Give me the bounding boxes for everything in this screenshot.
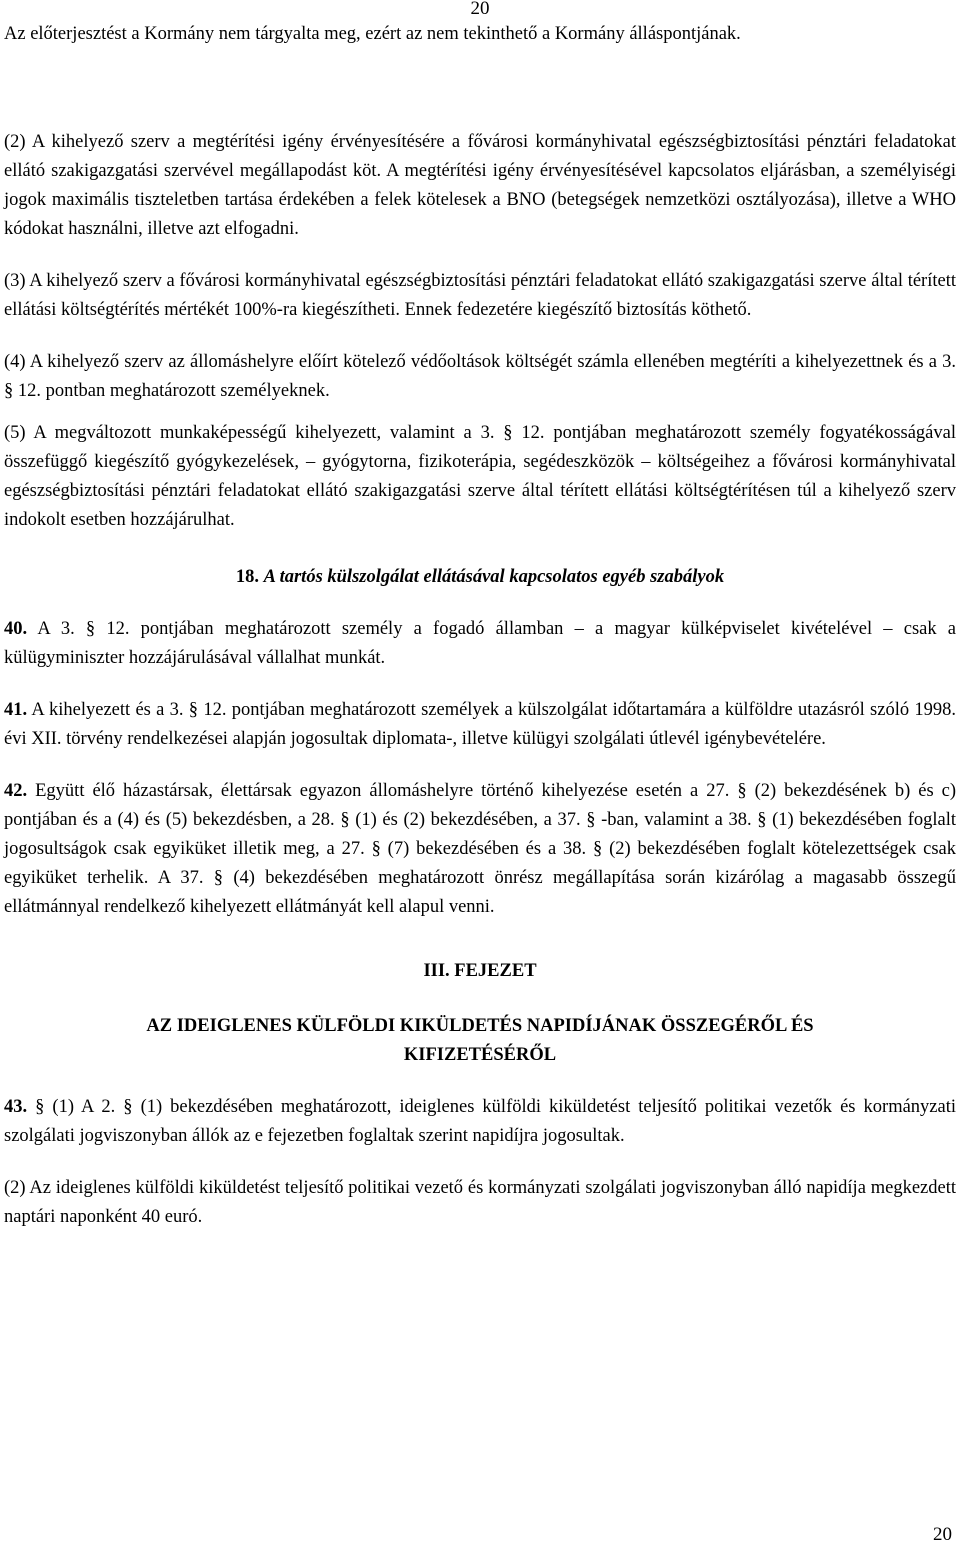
paragraph-2: (2) A kihelyező szerv a megtérítési igény érvényesítésére a fővárosi kormányhivatal egészségbiztosítási pénztári feladatokat ellátó szakigazgatási szervével megállapodást köt. A megtérítési igény érvényesítésével kapcsolatos eljárásban, a személyiségi jogok maximális tiszteletben tartása érdekében a felek kötelesek a BNO (betegségek nemzetközi osztályozása), illetve a WHO kódokat használni, illetve azt elfogadni.: [4, 132, 956, 239]
section-43-text: § (1) A 2. § (1) bekezdésében meghatározott, ideiglenes külföldi kiküldetést teljesítő politikai vezetők és kormányzati szolgálati jogviszonyban állók az e fejezetben foglaltak szerint napidíjra jogosultak.: [4, 1097, 956, 1146]
section-41: [4, 696, 956, 754]
paragraph-5: (5) A megváltozott munkaképességű kihelyezett, valamint a 3. § 12. pontjában meghatározott személy fogyatékosságával összefüggő kiegészítő gyógykezelések, – gyógytorna, fizikoterápia, segédeszközök – költségeihez a fővárosi kormányhivatal egészségbiztosítási pénztári feladatokat ellátó szakigazgatási szerve által térített ellátási költségtérítésen túl a kihelyező szerv indokolt esetben hozzájárulhat.: [4, 423, 956, 530]
section-43-paragraph-1: [4, 1093, 956, 1151]
section-42-text: Együtt élő házastársak, élettársak egyazon állomáshelyre történő kihelyezése esetén a 27. § (2) bekezdésének b) és c) pontjában és a (4) és (5) bekezdésben, a 28. § (1) és (2) bekezdésében, a 37. § -ban, valamint a 38. § (1) bekezdésében foglalt jogosultságok csak egyiküket illetik meg, a 27. § (7) bekezdésében és a 38. § (2) bekezdésében foglalt kötelezettségek csak egyiküket terhelik. A 37. § (4) bekezdésében meghatározott önrész megállapítása során kizárólag a magasabb összegű ellátmánnyal rendelkező kihelyezett ellátmányát kell alapul venni.: [4, 781, 957, 917]
chapter-3-title-line2: KIFIZETÉSÉRŐL: [403, 1045, 557, 1065]
chapter-3-label: III. FEJEZET: [423, 961, 537, 981]
section-18-number: 18.: [235, 567, 260, 587]
section-18-title: A tartós külszolgálat ellátásával kapcsolatos egyéb szabályok: [263, 567, 725, 587]
footer-page-number: 20: [933, 1524, 952, 1545]
section-42-number: 42.: [4, 781, 28, 801]
header-page-number: 20: [470, 0, 490, 19]
section-18-heading: [4, 563, 956, 592]
section-41-number: 41.: [4, 700, 28, 720]
section-40-text: A 3. § 12. pontjában meghatározott személy a fogadó államban – a magyar külképviselet kivételével – csak a külügyminiszter hozzájárulásával vállalhat munkát.: [4, 619, 957, 668]
section-41-text: A kihelyezett és a 3. § 12. pontjában meghatározott személyek a külszolgálat időtartamára a külföldre utazásról szóló 1998. évi XII. törvény rendelkezései alapján jogosultak diplomata-, illetve külügyi szolgálati útlevél igénybevételére.: [4, 700, 956, 749]
paragraph-3: (3) A kihelyező szerv a fővárosi kormányhivatal egészségbiztosítási pénztári feladatokat ellátó szakigazgatási szerve által térített ellátási költségtérítés mértékét 100%-ra kiegészítheti. Ennek fedezetére kiegészítő biztosítás köthető.: [4, 271, 956, 320]
chapter-3-title-line1: AZ IDEIGLENES KÜLFÖLDI KIKÜLDETÉS NAPIDÍJÁNAK ÖSSZEGÉRŐL ÉS: [146, 1016, 814, 1036]
section-43-paragraph-2: (2) Az ideiglenes külföldi kiküldetést teljesítő politikai vezető és kormányzati szolgálati jogviszonyban álló napidíja megkezdett naptári naponként 40 euró.: [4, 1178, 956, 1227]
paragraph-4: (4) A kihelyező szerv az állomáshelyre előírt kötelező védőoltások költségét számla ellenében megtéríti a kihelyezettnek és a 3. § 12. pontban meghatározott személyeknek.: [4, 352, 956, 401]
header-disclaimer: Az előterjesztést a Kormány nem tárgyalta meg, ezért az nem tekinthető a Kormány álláspontjának.: [4, 24, 741, 44]
document-body: [4, 128, 956, 1232]
section-40-number: 40.: [4, 619, 28, 639]
section-40: [4, 615, 956, 673]
section-43-number: 43.: [4, 1097, 28, 1117]
section-42: [4, 777, 956, 922]
